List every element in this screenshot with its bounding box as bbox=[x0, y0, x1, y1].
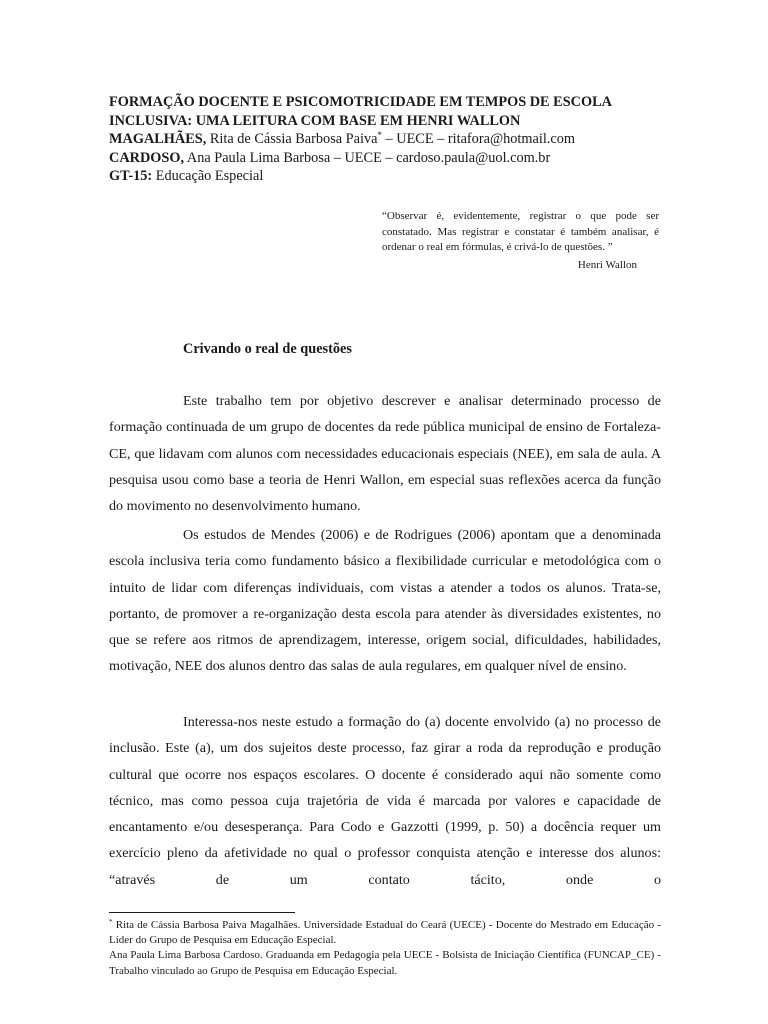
epigraph-quote: “Observar é, evidentemente, registrar o que pode ser constatado. Mas registrar e constatar é também analisar, é ordenar o real em fórmulas, é crivá-lo de questões. ” bbox=[382, 210, 659, 254]
section-title: Crivando o real de questões bbox=[183, 341, 352, 357]
paragraph-1: Este trabalho tem por objetivo descrever e analisar determinado processo de formação continuada de um grupo de docentes da rede pública municipal de ensino de Fortaleza-CE, que lidavam com alunos com necessidades educacionais especiais (NEE), em sala de aula. A pesquisa usou como base a teoria de Henri Wallon, em especial suas reflexões acerca da função do movimento no desenvolvimento humano. bbox=[109, 393, 661, 515]
author-2 bbox=[109, 149, 661, 168]
body-paragraph bbox=[109, 522, 661, 680]
paper-header bbox=[109, 93, 661, 186]
working-group-value: Educação Especial bbox=[152, 168, 264, 185]
working-group-label: GT-15: bbox=[109, 168, 153, 185]
footnote-mark: * bbox=[109, 918, 113, 926]
footnote-1 bbox=[109, 918, 661, 948]
paragraph-3: Interessa-nos neste estudo a formação do (a) docente envolvido (a) no processo de inclusão. Este (a), um dos sujeitos deste processo, faz girar a roda da reprodução e produção cultural que ocorre nos espaços escolares. O docente é considerado aqui não somente como técnico, mas como pessoa cuja trajetória de vida é marcada por valores e capacidade de encantamento e/ou desesperança. Para Codo e Gazzotti (1999, p. 50) a docência requer um exercício pleno da afetividade no qual o professor conquista atenção e interesse dos alunos: “através de um contato tácito, onde o bbox=[109, 714, 661, 888]
author-2-name: Ana Paula Lima Barbosa – UECE – cardoso.paula@uol.com.br bbox=[184, 149, 551, 166]
footnote-divider bbox=[109, 912, 295, 913]
body-paragraph bbox=[109, 388, 661, 519]
body-paragraph bbox=[109, 709, 661, 893]
title-line-1: FORMAÇÃO DOCENTE E PSICOMOTRICIDADE EM TEMPOS DE ESCOLA bbox=[109, 94, 612, 110]
footnote-1-text: Rita de Cássia Barbosa Paiva Magalhães. Universidade Estadual do Ceará (UECE) - Docente do Mestrado em Educação - Líder do Grupo de Pesquisa em Educação Especial. bbox=[109, 919, 661, 947]
title-line-2: INCLUSIVA: UMA LEITURA COM BASE EM HENRI WALLON bbox=[109, 112, 521, 129]
author-2-surname: CARDOSO, bbox=[109, 149, 185, 166]
paragraph-2: Os estudos de Mendes (2006) e de Rodrigues (2006) apontam que a denominada escola inclusiva teria como fundamento básico a flexibilidade curricular e metodológica com o intuito de lidar com diferenças individuais, com vistas a atender a todos os alunos. Trata-se, portanto, de promover a re-organização desta escola para atender às diversidades existentes, no que se refere aos ritmos de aprendizagem, interesse, origem social, dificuldades, habilidades, motivação, NEE dos alunos dentro das salas de aula regulares, em qualquer nível de ensino. bbox=[109, 527, 661, 675]
author-1-footnote-mark[interactable]: * bbox=[377, 130, 382, 141]
footnote-2: Ana Paula Lima Barbosa Cardoso. Graduanda em Pedagogia pela UECE - Bolsista de Iniciação Científica (FUNCAP_CE) - Trabalho vinculado ao Grupo de Pesquisa em Educação Especial. bbox=[109, 949, 661, 977]
author-1 bbox=[109, 130, 661, 149]
working-group bbox=[109, 167, 661, 186]
author-1-surname: MAGALHÃES, bbox=[109, 131, 207, 148]
footnotes bbox=[109, 918, 661, 979]
author-1-name: Rita de Cássia Barbosa Paiva bbox=[206, 131, 378, 148]
epigraph bbox=[382, 209, 659, 273]
author-1-affiliation: – UECE – ritafora@hotmail.com bbox=[381, 131, 575, 148]
epigraph-author: Henri Wallon bbox=[577, 258, 637, 271]
